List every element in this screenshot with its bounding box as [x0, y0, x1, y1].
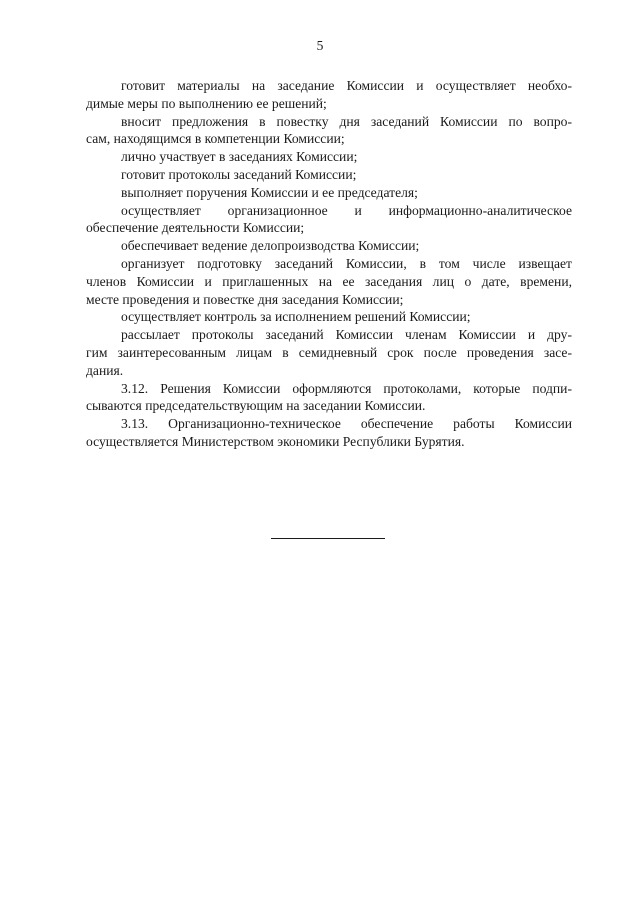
text-line: членов Комиссии и приглашенных на ее заседания лиц о дате, времени,: [86, 273, 572, 289]
text-line: лично участвует в заседаниях Комиссии;: [121, 149, 358, 165]
text-line: готовит протоколы заседаний Комиссии;: [121, 166, 357, 182]
text-line: выполняет поручения Комиссии и ее председателя;: [121, 184, 418, 200]
text-line: обеспечивает ведение делопроизводства Комиссии;: [121, 238, 420, 254]
text-line: дания.: [86, 362, 124, 378]
text-line: обеспечение деятельности Комиссии;: [86, 220, 305, 236]
document-body: [86, 77, 572, 451]
text-line: месте проведения и повестке дня заседания Комиссии;: [86, 291, 404, 307]
text-line: димые меры по выполнению ее решений;: [86, 95, 327, 111]
text-line: осуществляет контроль за исполнением решений Комиссии;: [121, 309, 471, 325]
text-line: сам, находящимся в компетенции Комиссии;: [86, 131, 345, 147]
text-line: 3.13. Организационно-техническое обеспечение работы Комиссии: [121, 416, 572, 432]
text-line: осуществляется Министерством экономики Республики Бурятия.: [86, 433, 465, 449]
page-number: 5: [316, 38, 324, 53]
end-separator-line: [271, 538, 385, 539]
text-line: организует подготовку заседаний Комиссии, в том числе извещает: [121, 255, 572, 271]
text-line: 3.12. Решения Комиссии оформляются протоколами, которые подпи-: [121, 380, 572, 396]
text-line: осуществляет организационное и информационно-аналитическое: [121, 202, 572, 218]
text-line: рассылает протоколы заседаний Комиссии членам Комиссии и дру-: [121, 327, 572, 343]
text-line: готовит материалы на заседание Комиссии и осуществляет необхо-: [121, 78, 572, 93]
text-line: гим заинтересованным лицам в семидневный срок после проведения засе-: [86, 344, 572, 360]
text-line: сываются председательствующим на заседании Комиссии.: [86, 398, 426, 414]
text-line: вносит предложения в повестку дня заседаний Комиссии по вопро-: [121, 113, 572, 129]
